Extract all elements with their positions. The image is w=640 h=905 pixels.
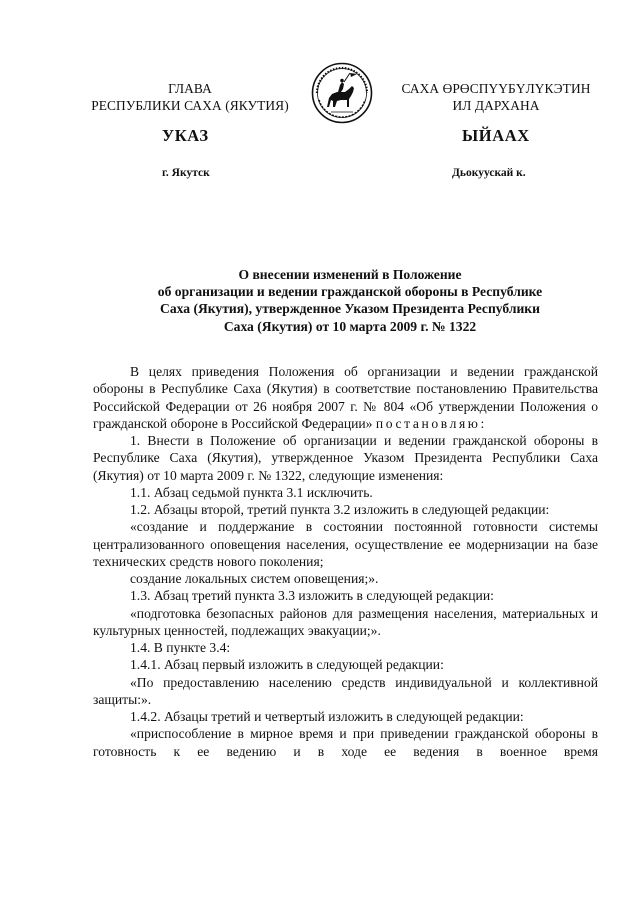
city-sah: Дьокуускай к. bbox=[452, 167, 526, 179]
city-ru: г. Якутск bbox=[162, 167, 210, 179]
paragraph-1-3: 1.3. Абзац третий пункта 3.3 изложить в следующей редакции: bbox=[130, 588, 494, 604]
paragraph-preamble bbox=[93, 363, 598, 432]
document-body bbox=[93, 363, 598, 760]
header-right-line1: САХА ӨРӨСПҮҮБҮЛҮКЭТИН bbox=[401, 81, 591, 96]
title-line-4: Саха (Якутия) от 10 марта 2009 г. № 1322 bbox=[223, 318, 477, 334]
header-right-block bbox=[388, 80, 604, 114]
coat-of-arms-emblem-icon bbox=[311, 62, 373, 124]
header-left-line2: РЕСПУБЛИКИ САХА (ЯКУТИЯ) bbox=[91, 98, 289, 113]
paragraph-1-1: 1.1. Абзац седьмой пункта 3.1 исключить. bbox=[130, 484, 373, 500]
paragraph-1: 1. Внести в Положение об организации и ведении гражданской обороны в Республике Саха (Якутия), утвержденное Указом Президента Республики Саха (Якутия) от 10 марта 2009 г. № 1322, следующие изменения: bbox=[93, 433, 598, 483]
paragraph-1-4-1: 1.4.1. Абзац первый изложить в следующей редакции: bbox=[130, 657, 444, 673]
title-line-3: Саха (Якутия), утвержденное Указом Президента Республики bbox=[160, 301, 540, 317]
document-title bbox=[100, 266, 600, 335]
doc-type-sah: ЫЙААХ bbox=[462, 126, 530, 145]
paragraph-1-4-2: 1.4.2. Абзацы третий и четвертый изложить в следующей редакции: bbox=[130, 709, 524, 724]
decree-word: постановляю: bbox=[375, 415, 487, 431]
quote-paragraph-2: создание локальных систем оповещения;». bbox=[130, 571, 379, 586]
quote-paragraph-3: «подготовка безопасных районов для размещения населения, материальных и культурных ценностей, подлежащих эвакуации;». bbox=[93, 605, 598, 638]
paragraph-1-2: 1.2. Абзацы второй, третий пункта 3.2 изложить в следующей редакции: bbox=[130, 502, 550, 517]
header-left-line1: ГЛАВА bbox=[168, 81, 212, 96]
quote-paragraph-1: «создание и поддержание в состоянии постоянной готовности системы централизованного оповещения населения, осуществление ее модернизации на базе технических средств нового поколения; bbox=[93, 519, 598, 569]
header-left-block bbox=[80, 80, 300, 114]
header-right-line2: ИЛ ДАРХАНА bbox=[452, 98, 540, 113]
title-line-1: О внесении изменений в Положение bbox=[238, 267, 462, 282]
quote-paragraph-5: «приспособление в мирное время и при приведении гражданской обороны в готовность к ее ведению и в ходе ее ведения в военное время bbox=[93, 726, 598, 759]
paragraph-1-4: 1.4. В пункте 3.4: bbox=[130, 640, 231, 655]
preamble-text: В целях приведения Положения об организации и ведении гражданской обороны в Республике Саха (Якутия) в соответствие постановлению Правительства Российской Федерации от 26 ноября 2007 г. № 804 «Об утверждении Положения о гражданской обороне в Российской Федерации» bbox=[93, 364, 598, 431]
quote-paragraph-4: «По предоставлению населению средств индивидуальной и коллективной защиты:». bbox=[93, 674, 598, 707]
doc-type-ru: УКАЗ bbox=[162, 126, 209, 145]
title-line-2: об организации и ведении гражданской обороны в Республике bbox=[157, 284, 543, 300]
